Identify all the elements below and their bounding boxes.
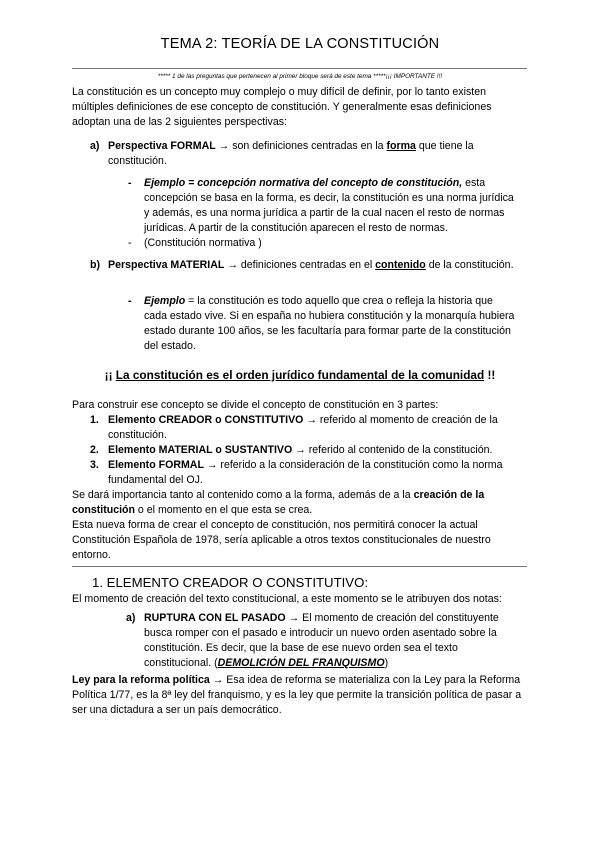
persp-a-example-text: esta concepción se basa en la forma, es decir, la constitución es una norma jurídica y además, es una norma jurídica a partir de la cual nacen el resto de normas jurídicas. A partir de la constitución aparecen el resto de normas. (144, 177, 514, 234)
section-1-title: ELEMENTO CREADOR O CONSTITUTIVO: (106, 575, 369, 590)
persp-b-example (144, 294, 516, 354)
important-note: ***** 1 de las preguntas que pertenecen al primer bloque será de este tema *****¡¡¡ IMPORTANTE !!! (157, 73, 443, 80)
persp-b-key: contenido (375, 259, 426, 271)
element-2 (108, 443, 522, 458)
persp-b-text (108, 258, 522, 273)
persp-b-title: Perspectiva MATERIAL (108, 259, 225, 271)
section-1-number: 1. (92, 575, 103, 590)
highlight-close: !! (484, 368, 496, 382)
section-1-heading (92, 575, 368, 591)
section-1-item-a-emphasis: DEMOLICIÓN DEL FRANQUISMO (217, 657, 385, 669)
highlight-statement (72, 368, 528, 383)
persp-a-example (144, 176, 516, 236)
persp-b-example-title: Ejemplo (144, 295, 186, 307)
persp-a-bullet: - (128, 177, 132, 189)
persp-b-example-text: = la constitución es todo aquello que crea o refleja la historia que cada estado vive. Si en españa no hubiera constitución y la monarquía hubiera estado durante 100 años, se les facultaría para formar parte de la constitución del estado. (144, 295, 515, 352)
persp-b-rest: de la constitución. (425, 259, 514, 271)
page-title: TEMA 2: TEORÍA DE LA CONSTITUCIÓN (160, 36, 440, 52)
persp-a-text (108, 139, 522, 169)
highlight-text: La constitución es el orden jurídico fundamental de la comunidad (115, 368, 485, 382)
ley-paragraph (72, 673, 524, 718)
persp-b-mid: → definiciones centradas en el (224, 259, 376, 271)
element-1 (108, 413, 522, 443)
elements-intro: Para construir ese concepto se divide el concepto de constitución en 3 partes: (72, 399, 439, 411)
persp-b-bullet: - (128, 295, 132, 307)
importance-pre: Se dará importancia tanto al contenido como a la forma, además de a la (72, 489, 414, 501)
importance-post: o el momento en el que esta se crea. (134, 504, 313, 516)
element-3-title: Elemento FORMAL (108, 459, 204, 471)
importance-paragraph (72, 488, 524, 518)
title-divider (72, 68, 527, 69)
element-1-title: Elemento CREADOR o CONSTITUTIVO (108, 414, 304, 426)
element-3 (108, 458, 522, 488)
element-2-title: Elemento MATERIAL o SUSTANTIVO (108, 444, 293, 456)
section-1-item-a-marker: a) (126, 612, 136, 624)
highlight-open: ¡¡ (104, 368, 116, 382)
section-1-item-a (144, 611, 516, 671)
ley-title: Ley para la reforma política (72, 674, 210, 686)
persp-a-title: Perspectiva FORMAL (108, 140, 216, 152)
section-1-item-a-title: RUPTURA CON EL PASADO (144, 612, 286, 624)
section-1-item-a-close: ) (384, 657, 389, 669)
persp-b-marker: b) (90, 259, 100, 271)
section-divider (72, 566, 527, 567)
element-3-number: 3. (90, 459, 99, 471)
persp-a-key: forma (386, 140, 416, 152)
intro-paragraph: La constitución es un concepto muy complejo o muy difícil de definir, por lo tanto existen múltiples definiciones de ese concepto de constitución. Y generalmente esas definiciones adoptan una de las 2 siguientes perspectivas: (72, 86, 492, 128)
persp-a-marker: a) (90, 140, 100, 152)
element-1-text: → referido al momento de creación de la constitución. (108, 414, 498, 441)
section-1-intro: El momento de creación del texto constitucional, a este momento se le atribuyen dos notas: (72, 593, 502, 605)
ley-text: → Esa idea de reforma se materializa con la Ley para la Reforma Política 1/77, es la 8ª ley del franquismo, y es la ley que permite la transición política de pasar a ser una dictadura a ser un país democrático. (72, 674, 522, 716)
persp-a-example-title: Ejemplo = concepción normativa del concepto de constitución, (144, 177, 463, 189)
persp-a-bullet-2: - (128, 237, 132, 249)
element-3-text: → referido a la consideración de la constitución como la norma fundamental del OJ. (108, 459, 503, 486)
element-1-number: 1. (90, 414, 99, 426)
new-form-paragraph: Esta nueva forma de crear el concepto de constitución, nos permitirá conocer la actual Constitución Española de 1978, sería aplicable a otros textos constitucionales de nuestro entorno. (72, 519, 491, 561)
persp-a-example-2: (Constitución normativa ) (144, 237, 262, 249)
importance-bold: creación de la constitución (72, 489, 485, 516)
persp-a-rest: que tiene la constitución. (108, 140, 474, 167)
section-1-item-a-text: → El momento de creación del constituyente busca romper con el pasado e introducir un nuevo orden asentado sobre la constitución. Es decir, que la base de ese nuevo orden sea el texto constitucional. ( (144, 612, 499, 669)
element-2-text: → referido al contenido de la constitución. (292, 444, 493, 456)
persp-a-mid: → son definiciones centradas en la (215, 140, 387, 152)
element-2-number: 2. (90, 444, 99, 456)
